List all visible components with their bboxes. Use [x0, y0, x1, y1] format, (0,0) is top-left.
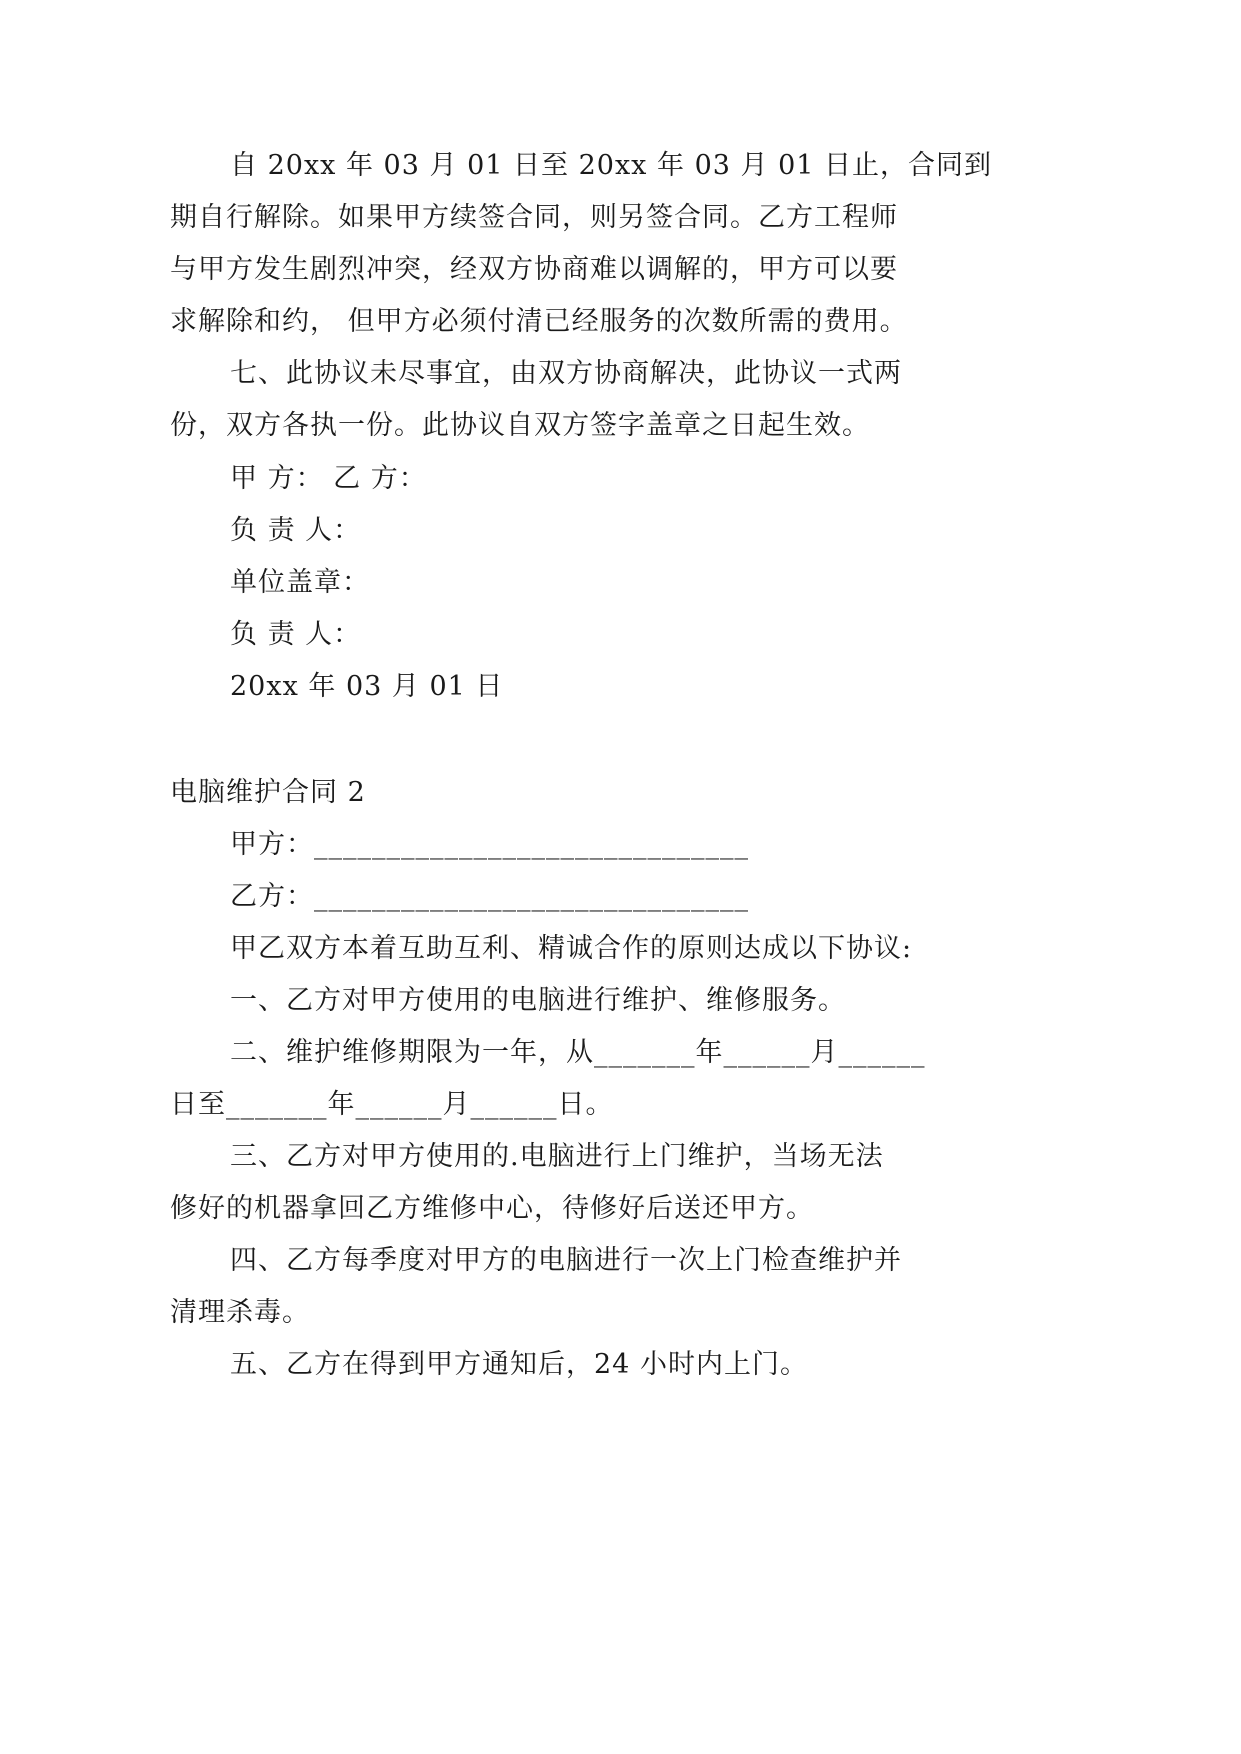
- clause-2-line-1: 二、维护维修期限为一年，从_______年______月______: [230, 1037, 926, 1068]
- signature-responsible-2: 负 责 人：: [230, 619, 362, 650]
- paragraph-term-line-1: 自 20xx 年 03 月 01 日至 20xx 年 03 月 01 日止，合同到: [230, 150, 993, 181]
- clause-4-line-2: 清理杀毒。: [170, 1297, 310, 1328]
- paragraph-term-line-2: 期自行解除。如果甲方续签合同，则另签合同。乙方工程师: [170, 202, 898, 233]
- section-title: 电脑维护合同 2: [170, 777, 366, 808]
- clause-3-line-1: 三、乙方对甲方使用的.电脑进行上门维护，当场无法: [230, 1141, 884, 1172]
- paragraph-term-line-3: 与甲方发生剧烈冲突，经双方协商难以调解的，甲方可以要: [170, 254, 898, 285]
- paragraph-clause7-line-1: 七、此协议未尽事宜，由双方协商解决，此协议一式两: [230, 358, 902, 389]
- signature-seal: 单位盖章：: [230, 567, 370, 598]
- paragraph-term-line-4: 求解除和约， 但甲方必须付清已经服务的次数所需的费用。: [170, 306, 908, 337]
- clause-2-line-2: 日至_______年______月______日。: [170, 1089, 614, 1120]
- clause-1: 一、乙方对甲方使用的电脑进行维护、维修服务。: [230, 985, 846, 1016]
- signature-date: 20xx 年 03 月 01 日: [230, 671, 504, 702]
- clause-3-line-2: 修好的机器拿回乙方维修中心，待修好后送还甲方。: [170, 1193, 814, 1224]
- signature-responsible-1: 负 责 人：: [230, 515, 362, 546]
- party-b-field: 乙方：______________________________: [230, 881, 749, 912]
- agreement-intro: 甲乙双方本着互助互利、精诚合作的原则达成以下协议:: [230, 933, 913, 964]
- clause-4-line-1: 四、乙方每季度对甲方的电脑进行一次上门检查维护并: [230, 1245, 902, 1276]
- signature-parties: 甲 方： 乙 方：: [230, 463, 427, 494]
- party-a-field: 甲方：______________________________: [230, 829, 749, 860]
- clause-5: 五、乙方在得到甲方通知后，24 小时内上门。: [230, 1349, 808, 1380]
- paragraph-clause7-line-2: 份，双方各执一份。此协议自双方签字盖章之日起生效。: [170, 410, 870, 441]
